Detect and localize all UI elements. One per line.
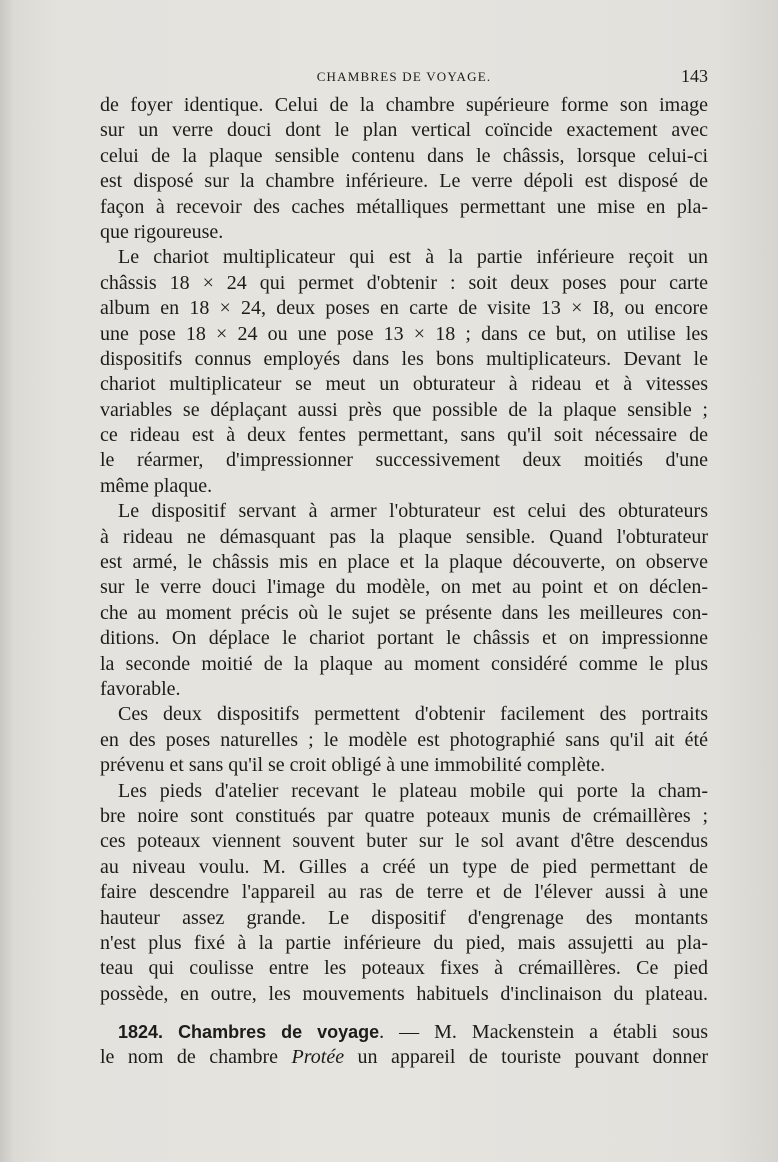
text-line: favorable. (100, 677, 181, 700)
text-line: variables se déplaçant aussi près que possible de la plaque sensible ; (100, 398, 708, 421)
text-line: châssis 18 × 24 qui permet d'obtenir : soit deux poses pour carte (100, 271, 708, 294)
text-line: le nom de chambre Protée un appareil de touriste pouvant donner (100, 1046, 708, 1069)
text-line: Le chariot multiplicateur qui est à la partie inférieure reçoit un (118, 246, 708, 269)
text-line: ces poteaux viennent souvent buter sur le sol avant d'être descendus (100, 830, 708, 853)
text-line: teau qui coulisse entre les poteaux fixes à crémaillères. Ce pied (100, 957, 708, 980)
text-line: Le dispositif servant à armer l'obturateur est celui des obturateurs (118, 500, 708, 523)
section-spacer (100, 1007, 708, 1020)
text-line: ce rideau est à deux fentes permettant, sans qu'il soit nécessaire de (100, 424, 708, 447)
text-line: dispositifs connus employés dans les bons multiplicateurs. Devant le (100, 347, 708, 370)
text-line: une pose 18 × 24 ou une pose 13 × 18 ; dans ce but, on utilise les (100, 322, 708, 345)
body-text (100, 93, 708, 1071)
section-heading-line: 1824. Chambres de voyage. — M. Mackenstein a établi sous (118, 1021, 708, 1044)
text-line: que rigoureuse. (100, 220, 224, 243)
text-line: la seconde moitié de la plaque au moment considéré comme le plus (100, 652, 708, 675)
text-line: est armé, le châssis mis en place et la plaque découverte, on observe (100, 551, 708, 574)
text-line: n'est plus fixé à la partie inférieure du pied, mais assujetti au pla- (100, 931, 708, 954)
text-line: en des poses naturelles ; le modèle est photographié sans qu'il ait été (100, 728, 708, 751)
text-line: ditions. On déplace le chariot portant le châssis et on impressionne (100, 627, 708, 650)
text-line: celui de la plaque sensible contenu dans le châssis, lorsque celui-ci (100, 144, 708, 167)
text-line: est disposé sur la chambre inférieure. Le verre dépoli est disposé de (100, 170, 708, 193)
text-line: façon à recevoir des caches métalliques permettant une mise en pla- (100, 195, 708, 218)
text-line: sur un verre douci dont le plan vertical coïncide exactement avec (100, 119, 708, 142)
text-line: possède, en outre, les mouvements habituels d'inclinaison du plateau. (100, 982, 708, 1005)
text-line: à rideau ne démasquant pas la plaque sensible. Quand l'obturateur (100, 525, 708, 548)
text-line: au niveau voulu. M. Gilles a créé un type de pied permettant de (100, 855, 708, 878)
camera-name: Protée (291, 1046, 345, 1069)
text-line: che au moment précis où le sujet se présente dans les meilleures con- (100, 601, 708, 624)
text-line: hauteur assez grande. Le dispositif d'engrenage des montants (100, 906, 708, 929)
text-line: le réarmer, d'impressionner successivement deux moitiés d'une (100, 449, 708, 472)
text-line: bre noire sont constitués par quatre poteaux munis de crémaillères ; (100, 804, 708, 827)
text-line: Les pieds d'atelier recevant le plateau mobile qui porte la cham- (118, 779, 708, 802)
section-number: 1824 (118, 1022, 159, 1043)
text-line: sur le verre douci l'image du modèle, on met au point et on déclen- (100, 576, 708, 599)
text-line: prévenu et sans qu'il se croit obligé à une immobilité complète. (100, 754, 606, 777)
section-title: Chambres de voyage (178, 1022, 380, 1043)
running-head (100, 66, 708, 88)
text-line: de foyer identique. Celui de la chambre supérieure forme son image (100, 94, 708, 116)
text-line: album en 18 × 24, deux poses en carte de visite 13 × I8, ou encore (100, 297, 708, 320)
text-line: chariot multiplicateur se meut un obturateur à rideau et à vitesses (100, 373, 708, 396)
text-line: même plaque. (100, 474, 213, 497)
text-line: Ces deux dispositifs permettent d'obtenir facilement des portraits (118, 703, 708, 726)
page-number: 143 (681, 66, 708, 86)
text-line: faire descendre l'appareil au ras de terre et de l'élever aussi à une (100, 881, 708, 904)
section-text: . — M. Mackenstein a établi sous (379, 1021, 708, 1044)
running-head-title: CHAMBRES DE VOYAGE. (316, 69, 492, 84)
